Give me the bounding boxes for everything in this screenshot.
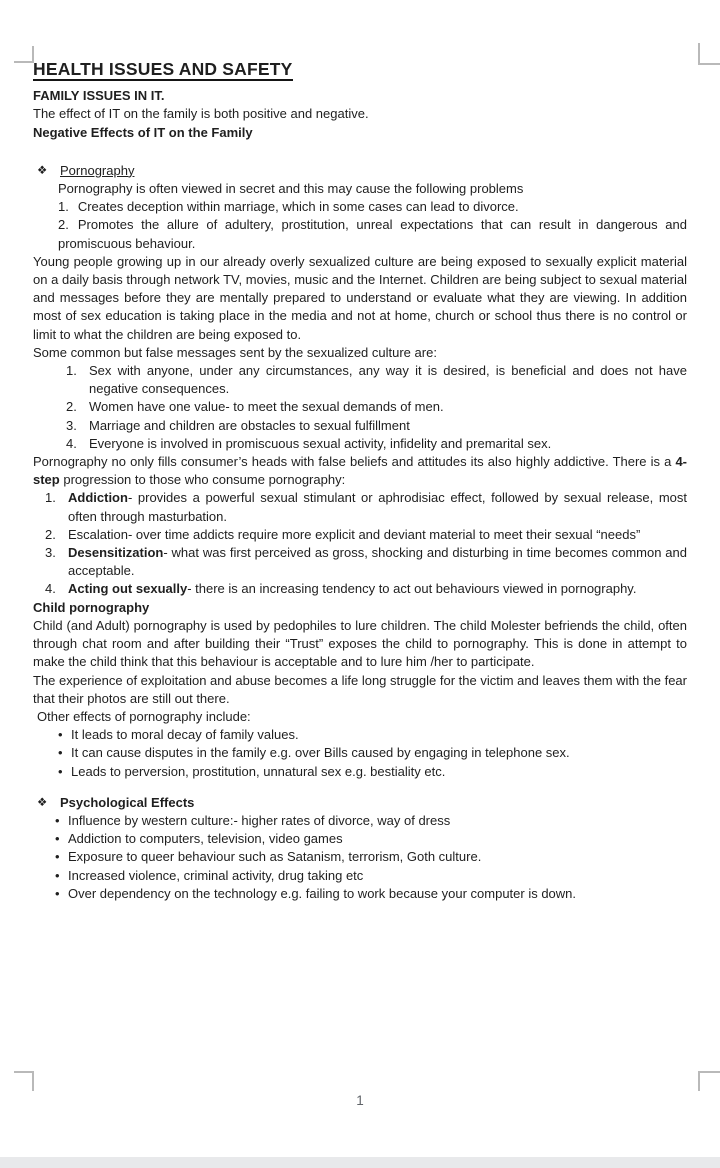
margin-corner-mark-top-right [698, 43, 720, 65]
false-messages-list [33, 362, 687, 453]
pornography-label: Pornography [60, 162, 135, 178]
viewer-bottom-strip [0, 1157, 720, 1168]
margin-corner-mark-bottom-left [14, 1071, 34, 1091]
list-item: 4. Everyone is involved in promiscuous sexual activity, infidelity and premarital sex. [66, 435, 552, 451]
list-item: • Over dependency on the technology e.g. failing to work because your computer is down. [55, 885, 687, 903]
dot-bullet-icon: • [55, 812, 60, 828]
progression-list [33, 489, 687, 598]
child-pornography-paragraph-1: Child (and Adult) pornography is used by pedophiles to lure children. The child Molester befriends the child, often through chat room and after building their “Trust” exposes the child to pornography. This is done in attempt to make the child think that this behaviour is acceptable and to lure him /her to participate. [33, 617, 687, 670]
document-content [33, 60, 687, 903]
dot-bullet-icon: • [58, 727, 63, 743]
progression-term: Escalation [68, 526, 128, 542]
list-item: 3. Desensitization- what was first perceived as gross, shocking and disturbing in time becomes common and acceptable. [45, 545, 687, 579]
list-item: 4. Acting out sexually- there is an increasing tendency to act out behaviours viewed in pornography. [45, 581, 637, 597]
other-effects-intro: Other effects of pornography include: [37, 708, 251, 724]
list-item: 1. Addiction- provides a powerful sexual stimulant or aphrodisiac effect, followed by sexual release, most often through masturbation. [45, 490, 687, 524]
psychological-bullet-row [33, 794, 687, 812]
child-pornography-paragraph-2: The experience of exploitation and abuse becomes a life long struggle for the victim and leaves them with the fear that their photos are still out there. [33, 672, 687, 706]
list-item: 2. Escalation- over time addicts require more explicit and deviant material to meet their sexual “needs” [45, 526, 641, 542]
list-item: 1. Sex with anyone, under any circumstances, any way it is desired, is beneficial and does not have negative consequences. [66, 363, 687, 397]
progression-term: Acting out sexually [68, 581, 188, 597]
diamond-bullet-icon: ❖ [37, 796, 48, 809]
list-item: • Addiction to computers, television, video games [55, 830, 687, 848]
psychological-effects-label: Psychological Effects [60, 794, 195, 810]
page-title: HEALTH ISSUES AND SAFETY [33, 60, 687, 81]
list-item: 2. Women have one value- to meet the sexual demands of men. [66, 399, 444, 415]
dot-bullet-icon: • [58, 745, 63, 761]
dot-bullet-icon: • [58, 763, 63, 779]
pornography-intro: Pornography is often viewed in secret and this may cause the following problems [58, 181, 524, 197]
pornography-bullet-row [33, 162, 687, 180]
margin-corner-mark-top-left [14, 46, 34, 63]
pornography-intro-block [33, 180, 687, 253]
list-item: 2. Promotes the allure of adultery, prostitution, unreal expectations that can result in dangerous and promiscuous behaviour. [58, 217, 687, 251]
child-pornography-heading: Child pornography [33, 599, 150, 615]
list-item: 1. Creates deception within marriage, which in some cases can lead to divorce. [58, 199, 519, 215]
dot-bullet-icon: • [55, 867, 60, 883]
negative-effects-heading: Negative Effects of IT on the Family [33, 124, 253, 140]
young-people-paragraph: Young people growing up in our already overly sexualized culture are being exposed to sexually explicit material on a daily basis through network TV, movies, music and the Internet. Children are being subject to sexual material and messages before they are mentally prepared to understand or evaluate what they are viewing. In addition most of sex education is taking place in the media and not at home, church or school thus there is no control or limit to what the children are being exposed to. [33, 253, 687, 342]
list-item: • It can cause disputes in the family e.g. over Bills caused by engaging in telephone sex. [58, 744, 687, 762]
diamond-bullet-icon: ❖ [37, 164, 48, 177]
progression-term: Addiction [68, 490, 128, 506]
addictive-paragraph: Pornography no only fills consumer’s heads with false beliefs and attitudes its also highly addictive. There is a 4-step progression to those who consume pornography: [33, 454, 687, 488]
progression-term: Desensitization [68, 545, 164, 561]
false-messages-intro: Some common but false messages sent by the sexualized culture are: [33, 344, 437, 360]
psychological-effects-list [33, 812, 687, 903]
other-effects-list [33, 726, 687, 781]
list-item: • It leads to moral decay of family values. [58, 726, 687, 744]
margin-corner-mark-bottom-right [698, 1071, 720, 1091]
list-item: • Leads to perversion, prostitution, unnatural sex e.g. bestiality etc. [58, 763, 687, 781]
dot-bullet-icon: • [55, 885, 60, 901]
list-item: • Influence by western culture:- higher rates of divorce, way of dress [55, 812, 687, 830]
list-item: • Exposure to queer behaviour such as Satanism, terrorism, Goth culture. [55, 848, 687, 866]
list-item: • Increased violence, criminal activity, drug taking etc [55, 867, 687, 885]
family-issues-intro: The effect of IT on the family is both positive and negative. [33, 106, 369, 122]
page-number: 1 [356, 1093, 364, 1108]
dot-bullet-icon: • [55, 831, 60, 847]
dot-bullet-icon: • [55, 849, 60, 865]
family-issues-heading: FAMILY ISSUES IN IT. [33, 88, 165, 104]
list-item: 3. Marriage and children are obstacles to sexual fulfillment [66, 417, 410, 433]
